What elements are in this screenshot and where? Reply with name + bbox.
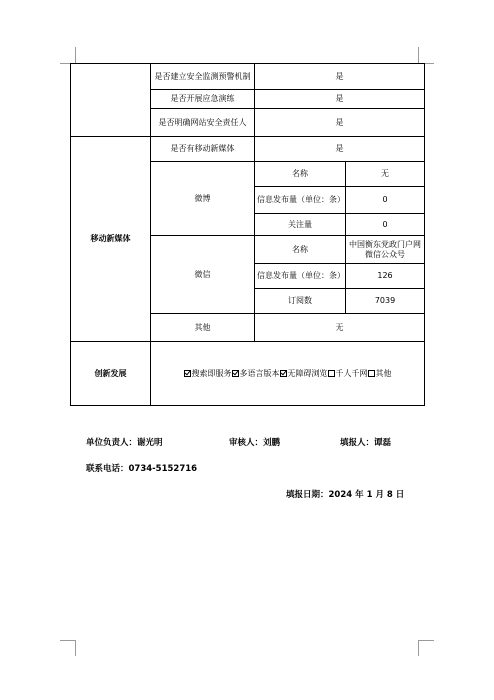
innovation-option-text: 其他: [375, 368, 392, 378]
wechat-subscribers-value: 7039: [346, 289, 425, 314]
innovation-label: 创新发展: [71, 342, 151, 406]
wechat-name-value: 中国衡东党政门户网微信公众号: [346, 236, 425, 264]
crop-mark-top-left-v: [75, 47, 76, 63]
checkbox-checked-icon: [184, 370, 191, 377]
table-row: [71, 342, 425, 406]
other-label: 其他: [151, 314, 255, 342]
innovation-option: [368, 369, 392, 378]
wechat-label: 微信: [151, 236, 255, 314]
row-value: 是: [255, 90, 425, 109]
innovation-option-text: 无障碍浏览: [287, 368, 328, 378]
has-mobile-label: 是否有移动新媒体: [151, 137, 255, 162]
crop-mark-bottom-left-v: [75, 640, 76, 656]
row-label: 是否建立安全监测预警机制: [151, 64, 255, 90]
wechat-name-label: 名称: [255, 236, 346, 264]
crop-mark-top-right-v: [418, 47, 419, 63]
innovation-option: [328, 369, 368, 378]
weibo-name-value: 无: [346, 162, 425, 187]
table-row: [71, 64, 425, 90]
footer-date: 填报日期：2024 年 1 月 8 日: [286, 490, 405, 500]
mobile-section-label: 移动新媒体: [71, 137, 151, 342]
crop-mark-bottom-left-h: [60, 640, 75, 641]
checkbox-empty-icon: [328, 370, 335, 377]
innovation-option-text: 多语言版本: [239, 368, 280, 378]
innovation-option: [232, 369, 280, 378]
weibo-followers-value: 0: [346, 214, 425, 236]
weibo-followers-label: 关注量: [255, 214, 346, 236]
innovation-option-text: 搜索即服务: [191, 368, 232, 378]
row-value: 是: [255, 109, 425, 137]
innovation-option: [184, 369, 232, 378]
row-label: 是否明确网站安全责任人: [151, 109, 255, 137]
crop-mark-bottom-right-v: [418, 640, 419, 656]
left-blank-cell: [71, 64, 151, 137]
wechat-posts-value: 126: [346, 264, 425, 289]
checkbox-empty-icon: [368, 370, 375, 377]
wechat-posts-label: 信息发布量（单位：条）: [255, 264, 346, 289]
footer-phone: 联系电话：0734-5152716: [86, 464, 198, 474]
weibo-posts-label: 信息发布量（单位：条）: [255, 187, 346, 214]
checkbox-checked-icon: [280, 370, 287, 377]
wechat-subscribers-label: 订阅数: [255, 289, 346, 314]
innovation-options: [151, 342, 425, 406]
weibo-label: 微博: [151, 162, 255, 236]
footer-filler: 填报人：谭磊: [340, 438, 392, 448]
crop-mark-bottom-right-h: [419, 640, 434, 641]
footer-reviewer: 审核人：刘鹏: [229, 438, 281, 448]
other-value: 无: [255, 314, 425, 342]
checkbox-checked-icon: [232, 370, 239, 377]
innovation-option-text: 千人千网: [335, 368, 368, 378]
footer-responsible: 单位负责人：谢光明: [86, 438, 163, 448]
report-form-table: [70, 63, 425, 406]
row-label: 是否开展应急演练: [151, 90, 255, 109]
weibo-posts-value: 0: [346, 187, 425, 214]
table-row: [71, 137, 425, 162]
innovation-option: [280, 369, 328, 378]
has-mobile-value: 是: [255, 137, 425, 162]
weibo-name-label: 名称: [255, 162, 346, 187]
row-value: 是: [255, 64, 425, 90]
